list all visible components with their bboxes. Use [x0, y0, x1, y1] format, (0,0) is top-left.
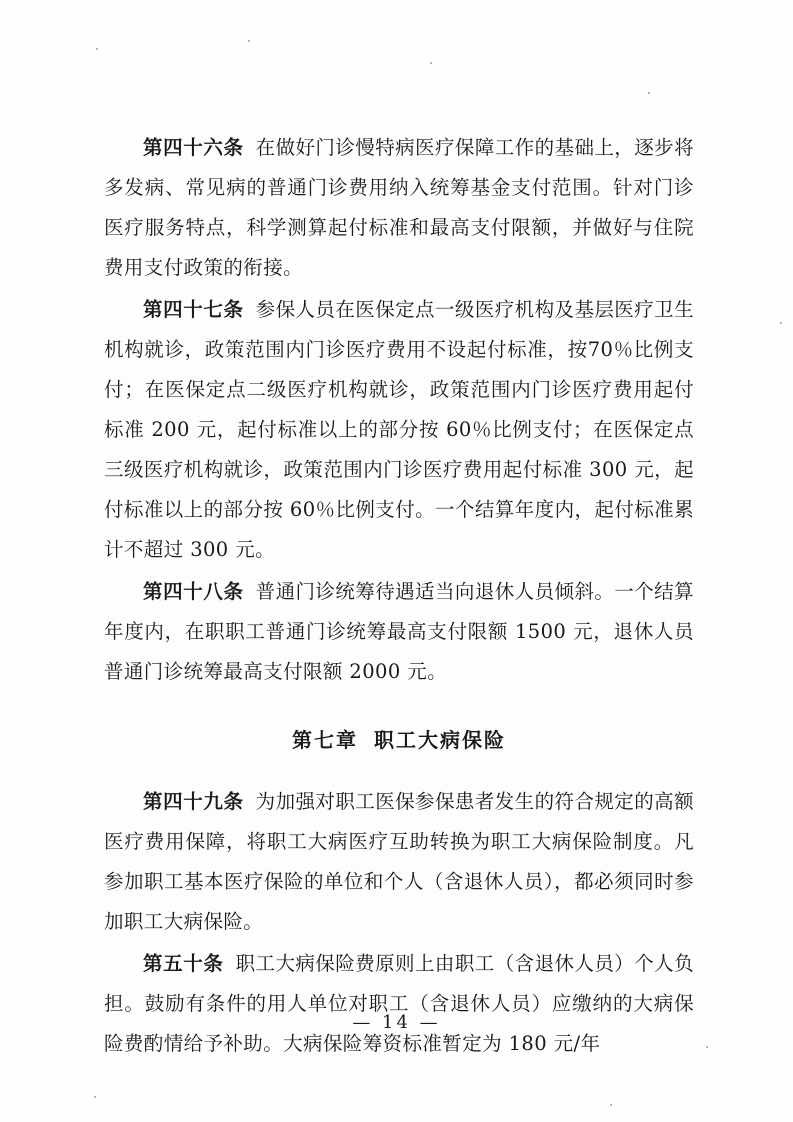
scan-speck-icon: [648, 92, 650, 94]
article-text: 在做好门诊慢特病医疗保障工作的基础上，逐步将多发病、常见病的普通门诊费用纳入统筹基金支付范围。针对门诊医疗服务特点，科学测算起付标准和最高支付限额，并做好与住院费用支付政策的衔接。: [104, 136, 694, 279]
paragraph-article-49: [104, 782, 694, 942]
article-label: 第四十九条: [143, 790, 244, 813]
chapter-title: 职工大病保险: [374, 728, 506, 752]
scan-speck-icon: [94, 1096, 96, 1098]
article-label: 第四十八条: [143, 580, 244, 603]
scan-speck-icon: [780, 322, 782, 324]
paragraph-article-48: [104, 572, 694, 692]
chapter-heading: [104, 722, 694, 758]
article-label: 第四十七条: [143, 298, 244, 321]
article-label: 第五十条: [143, 952, 224, 975]
page-number: — 14 —: [352, 1012, 441, 1033]
paragraph-article-47: [104, 290, 694, 570]
article-text: 普通门诊统筹待遇适当向退休人员倾斜。一个结算年度内，在职职工普通门诊统筹最高支付限额 1500 元，退休人员普通门诊统筹最高支付限额 2000 元。: [104, 580, 694, 683]
article-label: 第四十六条: [143, 136, 244, 159]
document-body: [104, 128, 694, 1066]
scan-speck-icon: [248, 40, 250, 42]
chapter-number: 第七章: [292, 728, 358, 752]
article-text: 为加强对职工医保参保患者发生的符合规定的高额医疗费用保障，将职工大病医疗互助转换为职工大病保险制度。凡参加职工基本医疗保险的单位和个人（含退休人员），都必须同时参加职工大病保险。: [104, 790, 694, 933]
scan-speck-icon: [706, 1046, 708, 1048]
scan-speck-icon: [430, 62, 432, 64]
article-text: 职工大病保险费原则上由职工（含退休人员）个人负担。鼓励有条件的用人单位对职工（含退休人员）应缴纳的大病保险费酌情给予补助。大病保险筹资标准暂定为 180 元/年: [104, 952, 695, 1055]
paragraph-article-46: [104, 128, 694, 288]
article-text: 参保人员在医保定点一级医疗机构及基层医疗卫生机构就诊，政策范围内门诊医疗费用不设起付标准，按70％比例支付；在医保定点二级医疗机构就诊，政策范围内门诊医疗费用起付标准 200 元，起付标准以上的部分按 60％比例支付；在医保定点三级医疗机构就诊，政策范围内门诊医疗费用起付标准 300 元，起付标准以上的部分按 60％比例支付。一个结算年度内，起付标准累计不超过 300 元。: [104, 298, 694, 561]
scan-speck-icon: [610, 1104, 612, 1106]
paragraph-article-50: [104, 944, 694, 1064]
scan-speck-icon: [96, 48, 98, 50]
